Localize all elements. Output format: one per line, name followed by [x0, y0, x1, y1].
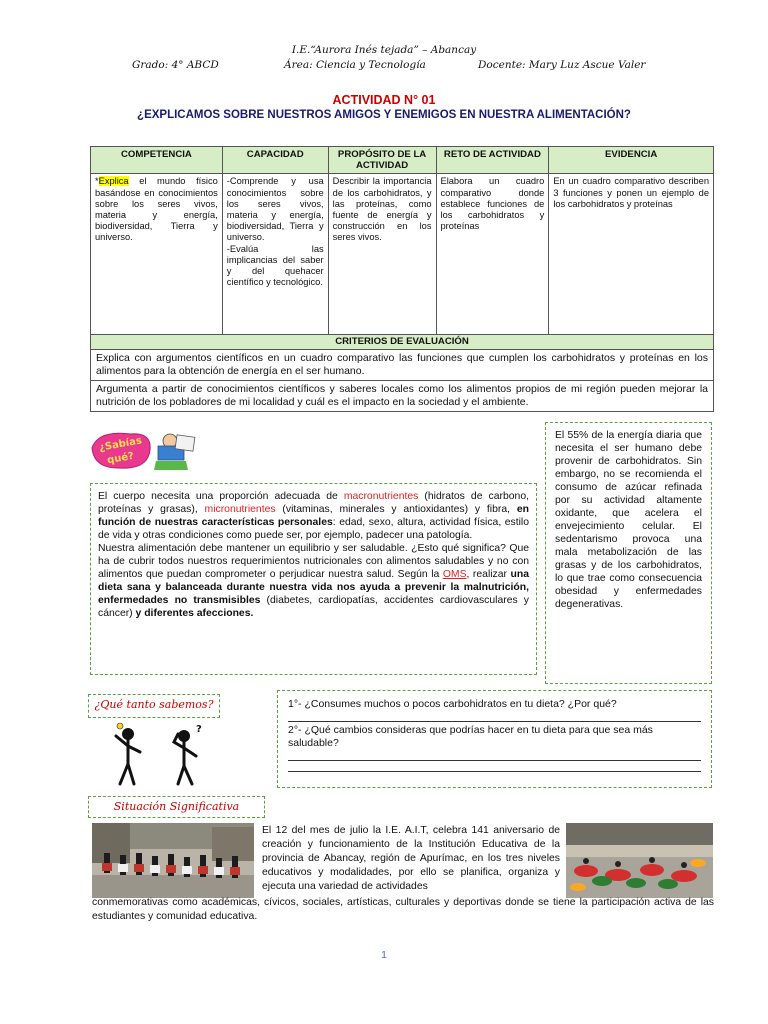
cell-competencia: *Explica el mundo físico basándose en conocimientos sobre los seres vivos, materia y energía, biodiversidad, Tierra y universo. [91, 174, 223, 335]
thinking-people-icon [100, 722, 220, 788]
cell-reto: Elabora un cuadro comparativo donde establece funciones de los carbohidratos y proteínas [436, 174, 549, 335]
situacion-text-2: conmemorativas como académicas, cívicos, sociales, artísticas, culturales y deportivas donde se tiene la participación activa de las estudiantes y comunidad educativa. [92, 897, 714, 922]
criteria-1: Explica con argumentos científicos en un cuadro comparativo las funciones que cumplen los carbohidratos y proteínas en los alimentos para la obtención de energía en el ser humano. [91, 349, 714, 380]
area: Área: Ciencia y Tecnología [284, 59, 426, 71]
highlight-explica: Explica [98, 176, 129, 187]
energy-text: El 55% de la energía diaria que necesita el ser humano debe provenir de carbohidratos. Sin embargo, no se recomienda el consumo de azúcar refinada por su actividad altamente oxidante, que acelera el envejecimiento celular. El sedentarismo provoca una mala metabolización de las grasas y de los carbohidratos, lo que trae como consecuencia obesidad y enfermedades degenerativas. [555, 430, 702, 610]
header-capacidad: CAPACIDAD [222, 147, 328, 174]
question-1: 1°- ¿Consumes muchos o pocos carbohidratos en tu dieta? ¿Por qué? [288, 698, 617, 710]
criteria-title: CRITERIOS DE EVALUACIÓN [91, 335, 714, 349]
parade-photo [92, 823, 254, 898]
criteria-row [91, 380, 714, 411]
page-number: 1 [381, 949, 387, 961]
nutrition-paragraph-1: El cuerpo necesita una proporción adecuada de macronutrientes (hidratos de carbono, proteínas y grasas), micronutrientes (vitaminas, minerales y antioxidantes) y fibra, en función de nuestras características personales: edad, sexo, altura, actividad física, estilo de vida y otras condiciones como puede ser, por ejemplo, padecer una patología. [98, 491, 529, 541]
table-row [91, 174, 714, 335]
situacion-text-1: El 12 del mes de julio la I.E. A.I.T, celebra 141 aniversario de creación y funcionamiento de la Institución Educativa de la provincia de Abancay, región de Apurímac, en los tres niveles educativos y modalidades, por ello se planifica, organiza y ejecuta una variedad de actividades [262, 825, 560, 892]
que-tanto-sabemos-label: ¿Qué tanto sabemos? [88, 694, 220, 718]
sabias-text: ¿Sabías [98, 435, 143, 454]
que-text: qué? [106, 450, 135, 467]
cell-capacidad: -Comprende y usa conocimientos sobre los seres vivos, materia y energía, biodiversidad, Tierra y universo. -Evalúa las implicancias del saber y del quehacer científico y tecnológico. [222, 174, 328, 335]
questions-box [277, 690, 712, 788]
sabias-que-icon [90, 428, 200, 472]
answer-line-2[interactable] [288, 750, 701, 761]
nutrition-paragraph-2: Nuestra alimentación debe mantener un equilibrio y ser saludable. ¿Esto qué significa? Que ha de cubrir todos nuestros requerimientos nutricionales con alimentos saludables y no con alimentos que puedan comprometer o perjudicar nuestra salud. Según la OMS, realizar una dieta sana y balanceada durante nuestra vida nos ayuda a prevenir la malnutrición, enfermedades no transmisibles (diabetes, cardiopatías, accidentes cardiovasculares y cáncer) y diferentes afecciones. [98, 543, 530, 619]
criteria-row [91, 349, 714, 380]
header-proposito: PROPÓSITO DE LA ACTIVIDAD [328, 147, 436, 174]
parade-photo-right [566, 823, 713, 898]
parade-photo-left [92, 823, 254, 898]
question-mark: ? [196, 724, 202, 735]
energy-info-box [545, 422, 712, 684]
school-name: I.E.“Aurora Inés tejada” – Abancay [291, 44, 477, 56]
activity-question: ¿EXPLICAMOS SOBRE NUESTROS AMIGOS Y ENEMIGOS EN NUESTRA ALIMENTACIÓN? [137, 109, 631, 121]
teacher: Docente: Mary Luz Ascue Valer [478, 59, 646, 71]
header-evidencia: EVIDENCIA [549, 147, 714, 174]
criteria-2: Argumenta a partir de conocimientos científicos y saberes locales como los alimentos propios de mi región pueden mejorar la nutrición de los pobladores de mi localidad y cuál es el impacto en la sociedad y el ambiente. [91, 380, 714, 411]
macronutrientes-term: macronutrientes [343, 491, 419, 502]
nutrition-info-box [90, 483, 537, 675]
dance-photo [566, 823, 713, 898]
situacion-significativa-label: Situación Significativa [88, 796, 265, 818]
micronutrientes-term: micronutrientes [204, 504, 276, 515]
competency-table [90, 146, 714, 412]
header-reto: RETO DE ACTIVIDAD [436, 147, 549, 174]
question-2: 2°- ¿Qué cambios consideras que podrías hacer en tu dieta para que sea más saludable? [288, 724, 653, 749]
grade: Grado: 4° ABCD [132, 59, 219, 71]
oms-link[interactable]: OMS [442, 569, 467, 580]
thinking-figures-image [100, 722, 220, 788]
criteria-header-row [91, 335, 714, 349]
header-competencia: COMPETENCIA [91, 147, 223, 174]
table-header-row [91, 147, 714, 174]
activity-title: ACTIVIDAD N° 01 [332, 93, 436, 107]
cell-evidencia: En un cuadro comparativo describen 3 funciones y ponen un ejemplo de los carbohidratos y proteínas [549, 174, 714, 335]
answer-line-3[interactable] [288, 761, 701, 772]
cell-proposito: Describir la importancia de los carbohidratos, y las proteínas, como fuente de energía y construcción en los seres vivos. [328, 174, 436, 335]
answer-line-1[interactable] [288, 711, 701, 722]
sabias-que-graphic [90, 428, 200, 472]
